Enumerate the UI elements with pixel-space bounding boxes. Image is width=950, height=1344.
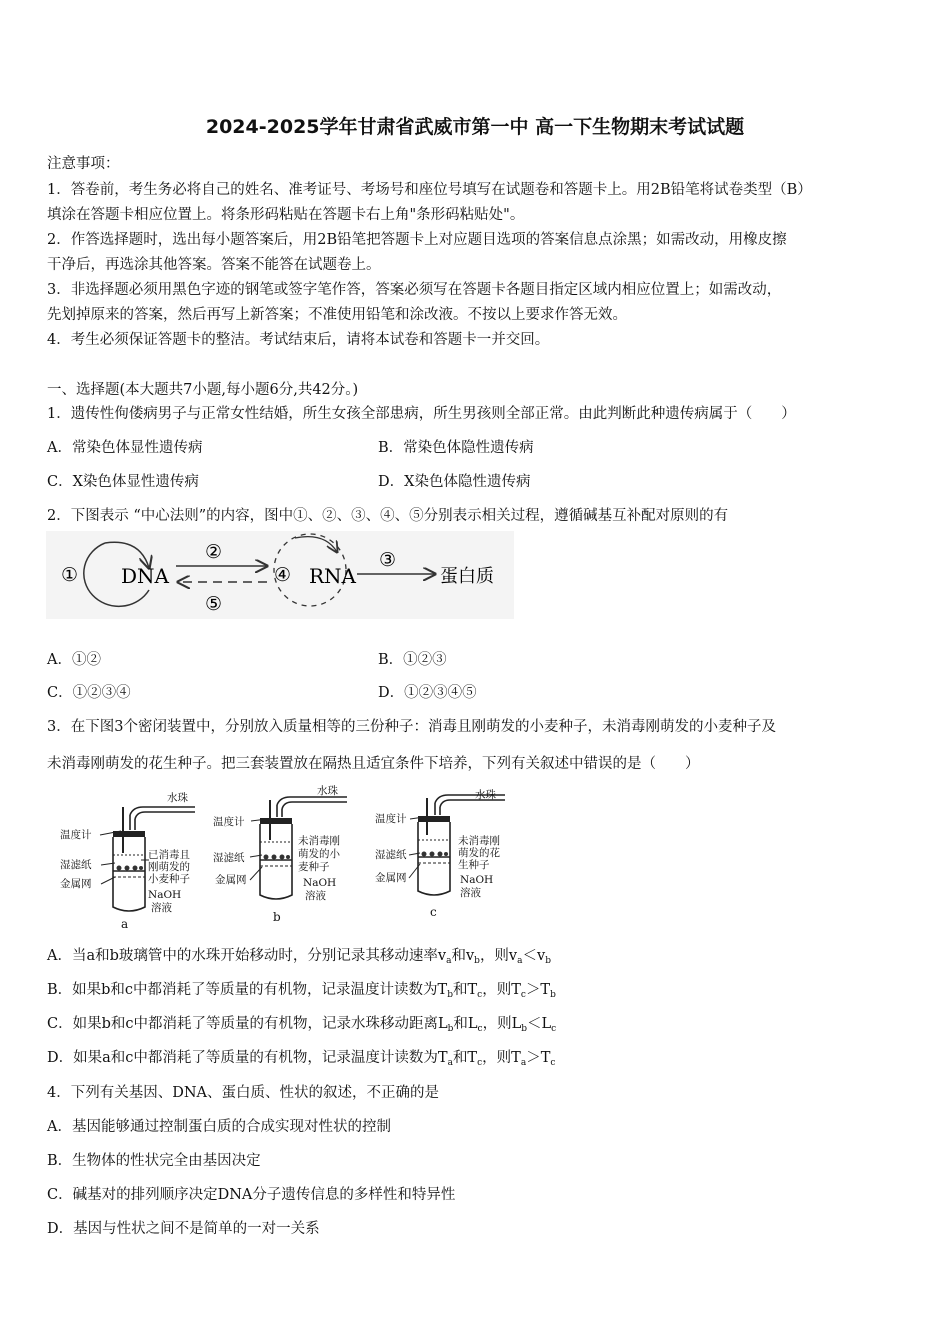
q1-option-a[interactable]: A．常染色体显性遗传病 (47, 440, 203, 456)
q3-stem-line2: 未消毒刚萌发的花生种子。把三套装置放在隔热且适宜条件下培养，下列有关叙述中错误的是（ ） (47, 756, 700, 772)
seed-label-a: 小麦种子 (148, 873, 190, 885)
q2-option-d[interactable]: D．①②③④⑤ (378, 685, 477, 701)
metal-mesh-label-b: 金属网 (215, 874, 247, 886)
rna-label: RNA (309, 564, 357, 588)
notice-line: 4．考生必须保证答题卡的整洁。考试结束后，请将本试卷和答题卡一并交回。 (47, 332, 550, 348)
water-drop-label-b: 水珠 (317, 785, 338, 797)
wet-paper-label-a: 湿滤纸 (60, 859, 92, 871)
process-3-label: ③ (379, 549, 397, 571)
seed-label-a: 刚萌发的 (148, 861, 190, 873)
seed-label-c: 萌发的花 (458, 847, 500, 859)
q2-stem: 2．下图表示 “中心法则”的内容，图中①、②、③、④、⑤分别表示相关过程，遵循碱基互补配对原则的有 (47, 508, 729, 524)
process-5-label: ⑤ (205, 593, 223, 615)
seed-respiration-apparatus (55, 785, 515, 933)
metal-mesh-label-c: 金属网 (375, 872, 407, 884)
apparatus-c (375, 788, 505, 919)
naoh-label-a: NaOH (148, 889, 182, 901)
naoh-label-c: NaOH (460, 874, 494, 886)
protein-label: 蛋白质 (440, 566, 494, 587)
apparatus-label-b: b (273, 910, 281, 924)
water-drop-label-a: 水珠 (167, 792, 188, 804)
solution-label-c: 溶液 (460, 887, 481, 899)
seed-label-b: 未消毒刚 (298, 835, 340, 847)
q4-option-d[interactable]: D．基因与性状之间不是简单的一对一关系 (47, 1221, 320, 1237)
notice-line: 先划掉原来的答案，然后再写上新答案；不准使用铅笔和涂改液。不按以上要求作答无效。 (47, 307, 627, 323)
seed-label-a: 已消毒且 (148, 849, 190, 861)
q2-option-b[interactable]: B．①②③ (378, 652, 447, 668)
q4-option-c[interactable]: C．碱基对的排列顺序决定DNA分子遗传信息的多样性和特异性 (47, 1187, 456, 1203)
wet-paper-label-b: 湿滤纸 (213, 852, 245, 864)
seed-label-c: 生种子 (458, 859, 490, 871)
thermometer-label-b: 温度计 (213, 816, 245, 828)
section-heading: 一、选择题(本大题共7小题,每小题6分,共42分。) (47, 382, 359, 398)
solution-label-b: 溶液 (305, 890, 326, 902)
q1-option-d[interactable]: D．X染色体隐性遗传病 (378, 474, 531, 490)
q4-stem: 4．下列有关基因、DNA、蛋白质、性状的叙述，不正确的是 (47, 1085, 440, 1101)
q3-option-d[interactable]: D．如果a和c中都消耗了等质量的有机物，记录温度计读数为$T_a$和$T_c$，则$T_a>T_c$ (47, 1050, 556, 1068)
apparatus-label-c: c (430, 905, 437, 919)
apparatus-label-a: a (121, 917, 129, 931)
seed-label-c: 未消毒刚 (458, 835, 500, 847)
dna-label: DNA (121, 564, 169, 588)
metal-mesh-label-a: 金属网 (60, 878, 92, 890)
naoh-label-b: NaOH (303, 877, 337, 889)
q4-option-a[interactable]: A．基因能够通过控制蛋白质的合成实现对性状的控制 (47, 1119, 391, 1135)
central-dogma-diagram (45, 530, 515, 620)
q4-option-b[interactable]: B．生物体的性状完全由基因决定 (47, 1153, 261, 1169)
notice-line: 1．答卷前，考生务必将自己的姓名、准考证号、考场号和座位号填写在试题卷和答题卡上。用2B铅笔将试卷类型（B） (47, 182, 812, 198)
seed-label-b: 麦种子 (298, 861, 330, 873)
apparatus-a (60, 791, 195, 931)
q1-option-b[interactable]: B．常染色体隐性遗传病 (378, 440, 534, 456)
thermometer-label-c: 温度计 (375, 813, 407, 825)
notice-line: 2．作答选择题时，选出每小题答案后，用2B铅笔把答题卡上对应题目选项的答案信息点涂黑；如需改动，用橡皮擦 (47, 232, 787, 248)
q2-option-a[interactable]: A．①② (47, 652, 101, 668)
wet-paper-label-c: 湿滤纸 (375, 849, 407, 861)
thermometer-label-a: 温度计 (60, 829, 92, 841)
process-4-label: ④ (274, 564, 292, 586)
process-2-label: ② (205, 541, 223, 563)
solution-label-a: 溶液 (151, 902, 172, 914)
q3-option-a[interactable]: A．当a和b玻璃管中的水珠开始移动时，分别记录其移动速率$v_a$和$v_b$，则$v_a<v_b$ (47, 948, 551, 966)
apparatus-b (213, 785, 347, 924)
notice-line: 3．非选择题必须用黑色字迹的钢笔或签字笔作答，答案必须写在答题卡各题目指定区域内相应位置上；如需改动， (47, 282, 782, 298)
q1-stem: 1．遗传性佝偻病男子与正常女性结婚，所生女孩全部患病，所生男孩则全部正常。由此判断此种遗传病属于（ ） (47, 406, 796, 422)
q2-option-c[interactable]: C．①②③④ (47, 685, 131, 701)
q3-option-b[interactable]: B．如果b和c中都消耗了等质量的有机物，记录温度计读数为$T_b$和$T_c$，则$T_c>T_b$ (47, 982, 556, 1000)
process-1-label: ① (61, 564, 79, 586)
notice-line: 填涂在答题卡相应位置上。将条形码粘贴在答题卡右上角"条形码粘贴处"。 (47, 207, 525, 223)
notice-line: 干净后，再选涂其他答案。答案不能答在试题卷上。 (47, 257, 381, 273)
page-title: 2024-2025学年甘肃省武威市第一中 高一下生物期末考试试题 (205, 116, 745, 138)
seed-label-b: 萌发的小 (298, 848, 340, 860)
q3-stem-line1: 3．在下图3个密闭装置中，分别放入质量相等的三份种子：消毒且刚萌发的小麦种子，未消毒刚萌发的小麦种子及 (47, 719, 776, 735)
water-drop-label-c: 水珠 (475, 789, 496, 801)
notice-heading: 注意事项： (47, 156, 120, 172)
q3-option-c[interactable]: C．如果b和c中都消耗了等质量的有机物，记录水珠移动距离$L_b$和$L_c$，则$L_b<L_c$ (47, 1016, 557, 1034)
q1-option-c[interactable]: C．X染色体显性遗传病 (47, 474, 199, 490)
